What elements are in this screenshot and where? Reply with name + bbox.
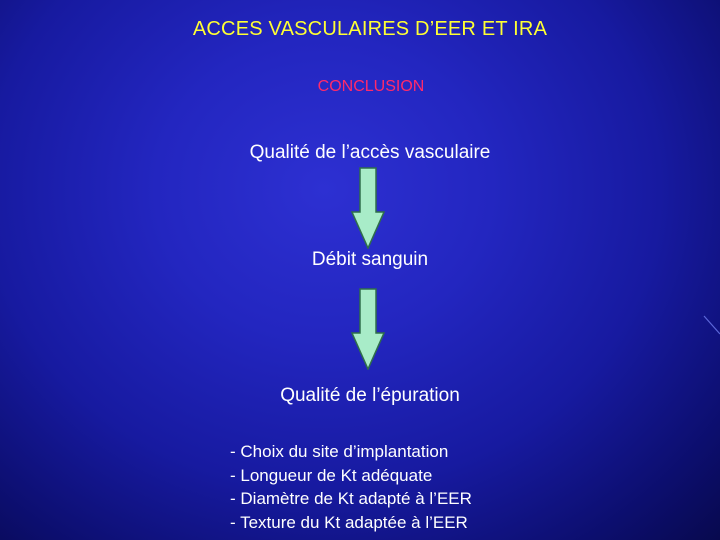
catheter-criteria-list bbox=[230, 440, 472, 534]
flow-step-blood-flow: Débit sanguin bbox=[311, 249, 429, 270]
slide-subtitle: CONCLUSION bbox=[317, 78, 425, 95]
list-item: - Diamètre de Kt adapté à l’EER bbox=[230, 489, 472, 508]
down-arrow-icon bbox=[351, 288, 385, 370]
decorative-line bbox=[700, 300, 720, 340]
flow-step-purification-quality: Qualité de l’épuration bbox=[280, 385, 460, 406]
down-arrow-icon bbox=[351, 167, 385, 249]
list-item: - Longueur de Kt adéquate bbox=[230, 465, 433, 485]
flow-step-vascular-access-quality: Qualité de l’accès vasculaire bbox=[249, 142, 491, 163]
list-item: - Texture du Kt adaptée à l’EER bbox=[230, 512, 468, 532]
slide-title: ACCES VASCULAIRES D’EER ET IRA bbox=[192, 18, 548, 40]
list-item: - Choix du site d’implantation bbox=[230, 442, 449, 461]
